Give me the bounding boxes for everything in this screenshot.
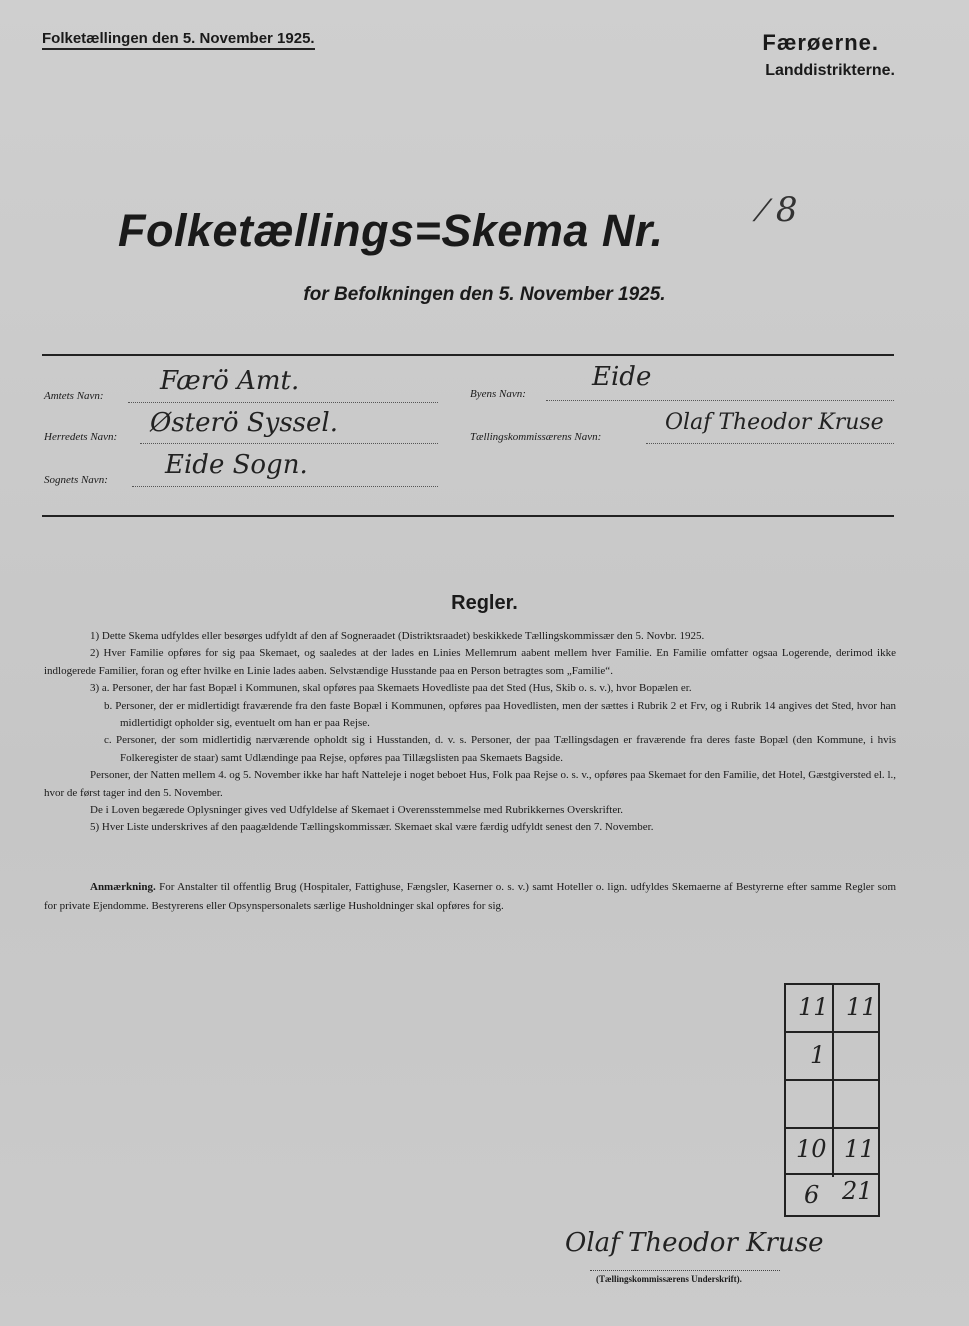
by-label: Byens Navn: <box>470 388 526 400</box>
by-value: Eide <box>592 362 652 392</box>
sogn-label: Sognets Navn: <box>44 474 108 486</box>
herred-label: Herredets Navn: <box>44 431 118 443</box>
tally-grid <box>784 983 880 1217</box>
rule-3b: b. Personer, der er midlertidigt fraværende fra den faste Bopæl i Kommunen, opføres paa Hovedlisten, men der sættes i Rubrik 2 et Frv, og i Rubrik 14 angives det Sted, hvor han midlertidigt opholder sig, eventuelt om han er paa Rejse. <box>104 699 896 730</box>
note-label: Anmærkning. <box>90 881 156 893</box>
signature-caption: (Tællingskommissærens Underskrift). <box>596 1274 742 1284</box>
bottom-rule <box>42 515 894 517</box>
form-number <box>760 190 797 230</box>
tally-r4c2: 11 <box>844 1135 875 1163</box>
signature-line <box>590 1270 780 1271</box>
annotation-note <box>44 878 896 916</box>
rule-3a: 3) a. Personer, der har fast Bopæl i Kommunen, skal opføres paa Skemaets Hovedliste paa det Sted (Hus, Skib o. s. v.), hvor Bopælen er. <box>90 682 692 695</box>
amt-underline <box>128 402 438 403</box>
form-title: Folketællings=Skema Nr. <box>118 205 664 256</box>
amt-value: Færö Amt. <box>160 366 300 396</box>
district-label: Landdistrikterne. <box>765 62 895 79</box>
rule-5: 5) Hver Liste underskrives af den paagældende Tællingskommissær. Skemaet skal være færdig udfyldt senest den 7. November. <box>90 821 654 834</box>
kommissaer-label: Tællingskommissærens Navn: <box>470 431 602 443</box>
kommissaer-value: Olaf Theodor Kruse <box>665 410 884 435</box>
herred-value: Østerö Syssel. <box>150 408 338 438</box>
census-label: Folketællingen den 5. November 1925. <box>42 30 315 50</box>
rule-3d: Personer, der Natten mellem 4. og 5. November ikke har haft Natteleje i noget beboet Hus, Folk paa Rejse o. s. v., opføres paa Skemaet for den Familie, det Hotel, Gæstgiversted el. l., hvor de først tager ind den 5. November. <box>44 769 896 799</box>
grid-hline-3 <box>786 1127 878 1129</box>
grid-hline-1 <box>786 1031 878 1033</box>
rule-2: 2) Hver Familie opføres for sig paa Skemaet, og saaledes at der lades en Linies Mellemrum aabent mellem hver Familie. En Familie omfatter ogsaa Logerende, derimod ikke indlogerede Familier, foran og efter hvilke en Linie lades aaben. Selvstændige Husstande paa en Person betragtes som „Familie“. <box>44 647 896 677</box>
grid-hline-2 <box>786 1079 878 1081</box>
tally-r1c1: 11 <box>798 993 829 1021</box>
sogn-underline <box>132 486 438 487</box>
form-number-value: 8 <box>775 190 798 230</box>
tally-r5c2: 21 <box>842 1177 873 1205</box>
herred-underline <box>140 443 438 444</box>
tally-r2c1: 1 <box>810 1041 826 1069</box>
kommissaer-underline <box>646 443 894 444</box>
tally-r4c1: 10 <box>796 1135 827 1163</box>
region-label: Færøerne. <box>762 30 879 55</box>
rule-1: 1) Dette Skema udfyldes eller besørges udfyldt af den af Sogneraadet (Distriktsraadet) beskikkede Tællingskommissær den 5. Novbr. 1925. <box>90 630 705 642</box>
amt-label: Amtets Navn: <box>44 390 104 402</box>
grid-hline-4 <box>786 1173 878 1175</box>
rule-4: De i Loven begærede Oplysninger gives ved Udfyldelse af Skemaet i Overensstemmelse med Rubrikkernes Overskrifter. <box>90 804 624 817</box>
struck-number-mark: ⁄ <box>760 194 766 229</box>
grid-vline <box>832 985 834 1177</box>
tally-r1c2: 11 <box>846 993 877 1021</box>
sogn-value: Eide Sogn. <box>165 450 308 480</box>
commissioner-signature: Olaf Theodor Kruse <box>565 1228 824 1258</box>
rules-text <box>44 628 896 837</box>
tally-r5c1: 6 <box>804 1181 820 1209</box>
by-underline <box>546 400 894 401</box>
rule-3c: c. Personer, der som midlertidig nærværende opholdt sig i Husstanden, d. v. s. Personer, der paa Tællingsdagen er fraværende fra deres faste Bopæl (den Kommune, i hvis Folkeregister de staar) samt Udlændinge paa Rejse, opføres paa Tillægslisten paa Skemaets Bagside. <box>104 734 896 764</box>
form-subtitle: for Befolkningen den 5. November 1925. <box>303 284 666 305</box>
note-text: For Anstalter til offentlig Brug (Hospitaler, Fattighuse, Fængsler, Kaserner o. s. v.) samt Hoteller o. lign. udfyldes Skemaerne af Bestyrerne efter samme Regler som for private Ejendomme. Bestyrerens eller Opsynspersonalets særlige Husholdninger skal opføres for sig. <box>44 881 897 912</box>
rules-title: Regler. <box>451 592 518 614</box>
top-rule <box>42 354 894 356</box>
